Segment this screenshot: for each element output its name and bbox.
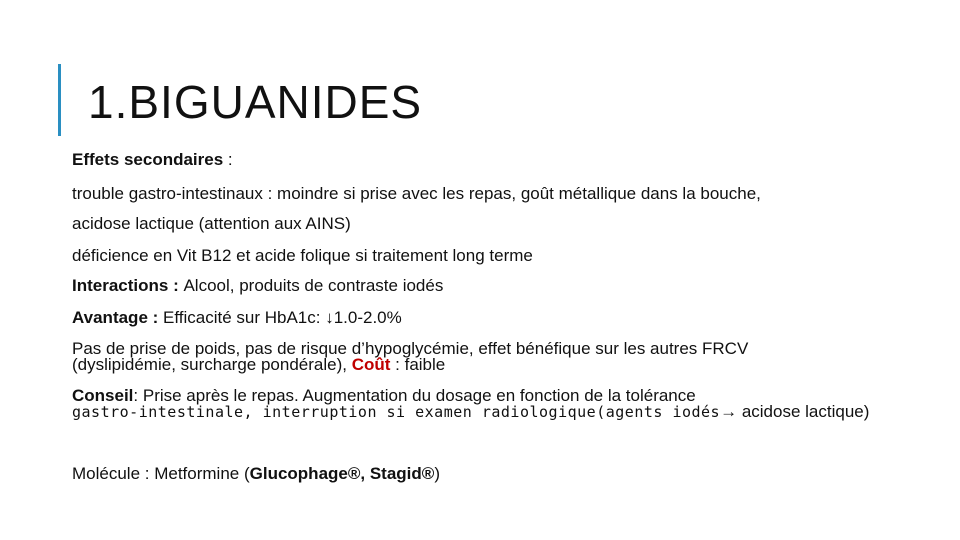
molecule-suffix: ) (434, 464, 440, 483)
avantage-line (72, 308, 402, 328)
cout-label: Coût (351, 355, 391, 374)
benefits-line-2 (72, 355, 445, 375)
avantage-text: Efficacité sur HbA1c: ↓1.0-2.0% (163, 308, 402, 327)
interactions-text: Alcool, produits de contraste iodés (183, 276, 444, 295)
effet-line-1: trouble gastro-intestinaux : moindre si prise avec les repas, goût métallique dans la bouche, (72, 184, 761, 203)
benefits-line-1: Pas de prise de poids, pas de risque d’hypoglycémie, effet bénéfique sur les autres FRCV (72, 339, 749, 358)
molecule-line (72, 464, 440, 484)
effets-label: Effets secondaires (72, 150, 224, 169)
cout-text: : faible (390, 355, 446, 374)
arrow-icon: → (720, 402, 738, 421)
effets-heading (72, 150, 233, 170)
effet-line-2: acidose lactique (attention aux AINS) (72, 214, 351, 233)
title-accent-bar (58, 64, 61, 136)
slide-title: 1.BIGUANIDES (88, 76, 423, 128)
conseil-text: : Prise après le repas. Augmentation du dosage en fonction de la tolérance (133, 386, 696, 405)
molecule-prefix: Molécule : Metformine ( (72, 464, 250, 483)
conseil-line-2-end: acidose lactique) (737, 402, 870, 421)
interactions-line (72, 276, 443, 296)
interactions-label: Interactions : (72, 276, 184, 295)
effets-suffix: : (223, 150, 233, 169)
avantage-label: Avantage : (72, 308, 164, 327)
conseil-line-2-text: gastro‐intestinale, interruption si examen radiologique(agents iodés (72, 403, 721, 421)
conseil-line-2 (72, 402, 869, 422)
conseil-label: Conseil (72, 386, 134, 405)
molecule-names: Glucophage®, Stagid® (249, 464, 435, 483)
benefits-text: (dyslipidémie, surcharge pondérale), (72, 355, 352, 374)
effet-line-3: déficience en Vit B12 et acide folique si traitement long terme (72, 246, 533, 265)
